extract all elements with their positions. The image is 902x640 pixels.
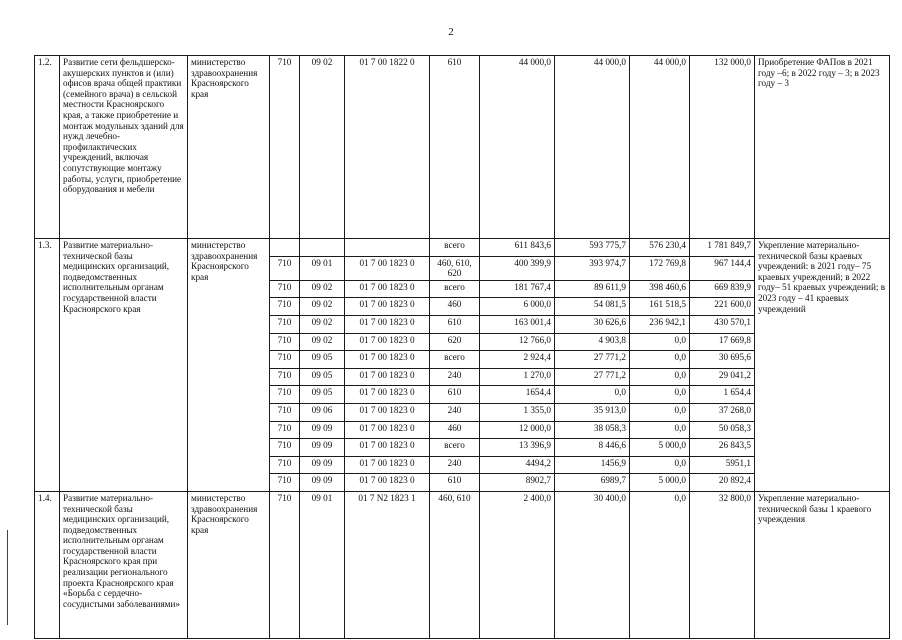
grbs-cell: 710: [270, 315, 300, 333]
grbs-cell: 710: [270, 56, 300, 239]
amount-2021-cell: 611 843,6: [480, 239, 555, 257]
item-number-cell: 1.4.: [35, 491, 60, 638]
amount-2021-cell: 400 399,9: [480, 256, 555, 280]
amount-2021-cell: 12 766,0: [480, 333, 555, 351]
target-article-cell: 01 7 00 1823 0: [345, 474, 430, 492]
expense-type-cell: 610: [430, 56, 480, 239]
section-cell: 09 02: [300, 280, 345, 298]
target-article-cell: 01 7 00 1823 0: [345, 386, 430, 404]
target-article-cell: 01 7 N2 1823 1: [345, 491, 430, 638]
amount-2021-cell: 181 767,4: [480, 280, 555, 298]
measure-name-cell: Развитие материально-технической базы медицинских организаций, подведомственных исполнительным органам государственной власти Красноярского края при реализации регионального проекта Красноярского края «Борьба с сердечно-сосудистыми заболеваниями»: [60, 491, 188, 638]
target-article-cell: 01 7 00 1823 0: [345, 439, 430, 457]
section-cell: 09 09: [300, 439, 345, 457]
amount-total-cell: 20 892,4: [690, 474, 755, 492]
target-article-cell: 01 7 00 1823 0: [345, 315, 430, 333]
amount-2021-cell: 4494,2: [480, 456, 555, 474]
grbs-cell: 710: [270, 280, 300, 298]
expense-type-cell: 610: [430, 386, 480, 404]
expense-type-cell: всего: [430, 351, 480, 369]
amount-2022-cell: 4 903,8: [555, 333, 630, 351]
expense-type-cell: 240: [430, 368, 480, 386]
amount-total-cell: 26 843,5: [690, 439, 755, 457]
amount-2022-cell: 1456,9: [555, 456, 630, 474]
amount-2022-cell: 35 913,0: [555, 403, 630, 421]
expense-type-cell: 610: [430, 474, 480, 492]
section-cell: 09 05: [300, 368, 345, 386]
amount-2021-cell: 13 396,9: [480, 439, 555, 457]
expected-result-cell: Приобретение ФАПов в 2021 году –6; в 2022 году – 3; в 2023 году – 3: [755, 56, 890, 239]
amount-2021-cell: 2 924,4: [480, 351, 555, 369]
target-article-cell: 01 7 00 1823 0: [345, 456, 430, 474]
target-article-cell: 01 7 00 1822 0: [345, 56, 430, 239]
expense-type-cell: 240: [430, 403, 480, 421]
amount-2023-cell: 398 460,6: [630, 280, 690, 298]
measure-name-cell: Развитие материально-технической базы медицинских организаций, подведомственных исполнительным органам государственной власти Красноярского края: [60, 239, 188, 492]
section-cell: 09 05: [300, 351, 345, 369]
amount-2022-cell: 27 771,2: [555, 351, 630, 369]
table-row: [35, 56, 890, 239]
expense-type-cell: 460, 610, 620: [430, 256, 480, 280]
amount-2022-cell: 30 400,0: [555, 491, 630, 638]
amount-2022-cell: 38 058,3: [555, 421, 630, 439]
amount-total-cell: 967 144,4: [690, 256, 755, 280]
ministry-cell: министерство здравоохранения Красноярского края: [188, 56, 270, 239]
amount-2023-cell: 0,0: [630, 421, 690, 439]
amount-2023-cell: 5 000,0: [630, 474, 690, 492]
amount-2022-cell: 393 974,7: [555, 256, 630, 280]
amount-2022-cell: 27 771,2: [555, 368, 630, 386]
measure-name-cell: Развитие сети фельдшерско-акушерских пунктов и (или) офисов врача общей практики (семейного врача) в сельской местности Красноярского края, а также приобретение и монтаж модульных зданий для нужд лечебно-профилактических учреждений, включая сопутствующие монтажу работы, услуги, приобретение оборудования и мебели: [60, 56, 188, 239]
section-cell: [300, 239, 345, 257]
amount-total-cell: 221 600,0: [690, 298, 755, 316]
expense-type-cell: 620: [430, 333, 480, 351]
target-article-cell: [345, 239, 430, 257]
grbs-cell: 710: [270, 456, 300, 474]
amount-2023-cell: 0,0: [630, 333, 690, 351]
amount-2023-cell: 0,0: [630, 403, 690, 421]
target-article-cell: 01 7 00 1823 0: [345, 368, 430, 386]
amount-2021-cell: 2 400,0: [480, 491, 555, 638]
amount-2023-cell: 236 942,1: [630, 315, 690, 333]
expense-type-cell: всего: [430, 439, 480, 457]
amount-total-cell: 1 781 849,7: [690, 239, 755, 257]
target-article-cell: 01 7 00 1823 0: [345, 403, 430, 421]
grbs-cell: [270, 239, 300, 257]
amount-2021-cell: 1 355,0: [480, 403, 555, 421]
target-article-cell: 01 7 00 1823 0: [345, 298, 430, 316]
amount-2022-cell: 54 081,5: [555, 298, 630, 316]
table-row: [35, 491, 890, 638]
budget-table-body: [35, 56, 890, 639]
grbs-cell: 710: [270, 298, 300, 316]
amount-total-cell: 30 695,6: [690, 351, 755, 369]
amount-total-cell: 17 669,8: [690, 333, 755, 351]
target-article-cell: 01 7 00 1823 0: [345, 351, 430, 369]
page-number: 2: [448, 26, 454, 38]
expected-result-cell: Укрепление материально-технической базы 1 краевого учреждения: [755, 491, 890, 638]
amount-2023-cell: 161 518,5: [630, 298, 690, 316]
budget-table: [34, 55, 890, 639]
expense-type-cell: 460: [430, 421, 480, 439]
grbs-cell: 710: [270, 491, 300, 638]
amount-2022-cell: 6989,7: [555, 474, 630, 492]
amount-2021-cell: 1 270,0: [480, 368, 555, 386]
expense-type-cell: всего: [430, 280, 480, 298]
expense-type-cell: 240: [430, 456, 480, 474]
amount-total-cell: 50 058,3: [690, 421, 755, 439]
item-number-cell: 1.3.: [35, 239, 60, 492]
amount-total-cell: 669 839,9: [690, 280, 755, 298]
amount-2021-cell: 8902,7: [480, 474, 555, 492]
amount-2021-cell: 163 001,4: [480, 315, 555, 333]
section-cell: 09 01: [300, 256, 345, 280]
grbs-cell: 710: [270, 386, 300, 404]
section-cell: 09 02: [300, 333, 345, 351]
section-cell: 09 02: [300, 298, 345, 316]
amount-2023-cell: 0,0: [630, 491, 690, 638]
section-cell: 09 09: [300, 474, 345, 492]
amount-2023-cell: 0,0: [630, 386, 690, 404]
target-article-cell: 01 7 00 1823 0: [345, 280, 430, 298]
amount-total-cell: 132 000,0: [690, 56, 755, 239]
amount-2021-cell: 12 000,0: [480, 421, 555, 439]
amount-2021-cell: 1654,4: [480, 386, 555, 404]
grbs-cell: 710: [270, 368, 300, 386]
section-cell: 09 02: [300, 315, 345, 333]
amount-2022-cell: 0,0: [555, 386, 630, 404]
section-cell: 09 09: [300, 456, 345, 474]
grbs-cell: 710: [270, 333, 300, 351]
amount-total-cell: 32 800,0: [690, 491, 755, 638]
amount-2023-cell: 172 769,8: [630, 256, 690, 280]
amount-total-cell: 5951,1: [690, 456, 755, 474]
target-article-cell: 01 7 00 1823 0: [345, 333, 430, 351]
amount-total-cell: 29 041,2: [690, 368, 755, 386]
target-article-cell: 01 7 00 1823 0: [345, 256, 430, 280]
amount-2023-cell: 576 230,4: [630, 239, 690, 257]
section-cell: 09 09: [300, 421, 345, 439]
amount-2023-cell: 5 000,0: [630, 439, 690, 457]
grbs-cell: 710: [270, 421, 300, 439]
amount-2022-cell: 30 626,6: [555, 315, 630, 333]
grbs-cell: 710: [270, 256, 300, 280]
amount-2022-cell: 89 611,9: [555, 280, 630, 298]
target-article-cell: 01 7 00 1823 0: [345, 421, 430, 439]
amount-2023-cell: 0,0: [630, 351, 690, 369]
amount-2021-cell: 44 000,0: [480, 56, 555, 239]
grbs-cell: 710: [270, 403, 300, 421]
table-row: [35, 239, 890, 257]
item-number-cell: 1.2.: [35, 56, 60, 239]
amount-2023-cell: 0,0: [630, 456, 690, 474]
expense-type-cell: 610: [430, 315, 480, 333]
amount-total-cell: 1 654,4: [690, 386, 755, 404]
expected-result-cell: Укрепление материально-технической базы краевых учреждений: в 2021 году– 75 краевых учреждений; в 2022 году– 51 краевых учреждений; в 2023 году – 41 краевых учреждений: [755, 239, 890, 492]
ministry-cell: министерство здравоохранения Красноярского края: [188, 491, 270, 638]
section-cell: 09 01: [300, 491, 345, 638]
expense-type-cell: 460, 610: [430, 491, 480, 638]
grbs-cell: 710: [270, 474, 300, 492]
amount-2022-cell: 44 000,0: [555, 56, 630, 239]
section-cell: 09 06: [300, 403, 345, 421]
amount-total-cell: 430 570,1: [690, 315, 755, 333]
amount-2023-cell: 0,0: [630, 368, 690, 386]
amount-2022-cell: 593 775,7: [555, 239, 630, 257]
amount-total-cell: 37 268,0: [690, 403, 755, 421]
amount-2022-cell: 8 446,6: [555, 439, 630, 457]
section-cell: 09 05: [300, 386, 345, 404]
grbs-cell: 710: [270, 439, 300, 457]
ministry-cell: министерство здравоохранения Красноярского края: [188, 239, 270, 492]
expense-type-cell: 460: [430, 298, 480, 316]
margin-rule: [7, 530, 8, 625]
section-cell: 09 02: [300, 56, 345, 239]
amount-2021-cell: 6 000,0: [480, 298, 555, 316]
expense-type-cell: всего: [430, 239, 480, 257]
amount-2023-cell: 44 000,0: [630, 56, 690, 239]
grbs-cell: 710: [270, 351, 300, 369]
